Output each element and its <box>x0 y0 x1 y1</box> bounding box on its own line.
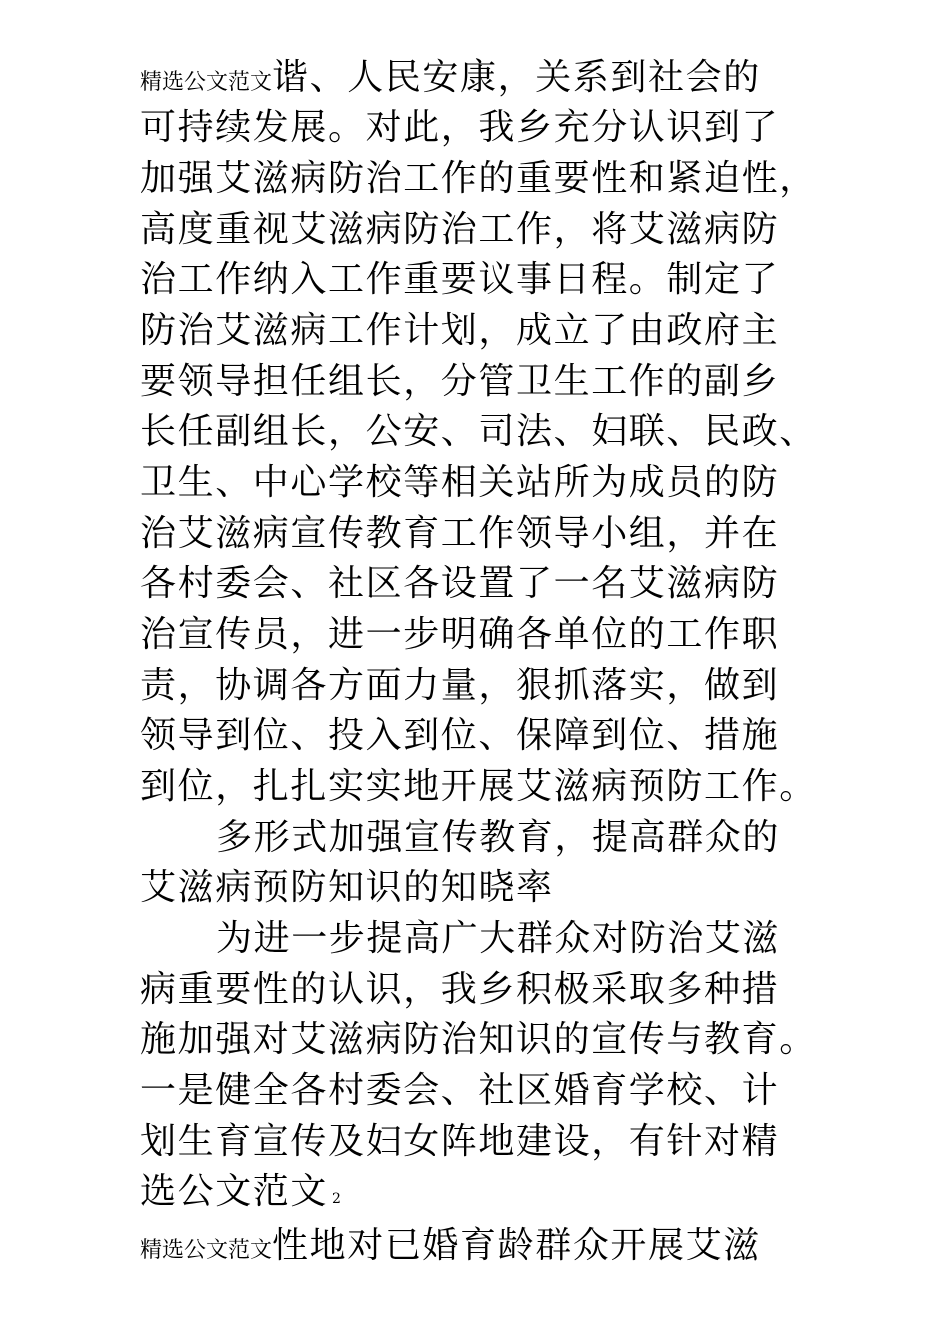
text-line-22: 划生育宣传及妇女阵地建设，有针对精 <box>140 1121 780 1162</box>
line-text: 选公文范文 <box>140 1171 329 1212</box>
section-heading-line-2: 艾滋病预防知识的知晓率 <box>140 867 554 908</box>
header-watermark: 精选公文范文 <box>140 70 273 95</box>
text-line-19: 病重要性的认识，我乡积极采取多种措 <box>140 969 780 1010</box>
text-line-4: 高度重视艾滋病防治工作，将艾滋病防 <box>140 209 780 250</box>
text-line-24 <box>140 1222 761 1270</box>
text-line-18: 为进一步提高广大群众对防治艾滋 <box>216 918 781 959</box>
text-line-12: 治宣传员，进一步明确各单位的工作职 <box>140 614 780 655</box>
text-line-8: 长任副组长，公安、司法、妇联、民政、 <box>140 411 817 452</box>
text-line-9: 卫生、中心学校等相关站所为成员的防 <box>140 462 780 503</box>
header-watermark: 精选公文范文 <box>140 1238 273 1263</box>
text-line-10: 治艾滋病宣传教育工作领导小组，并在 <box>140 513 780 554</box>
page-number: 2 <box>332 1191 341 1207</box>
text-line-7: 要领导担任组长，分管卫生工作的副乡 <box>140 361 780 402</box>
section-heading-line-1: 多形式加强宣传教育，提高群众的 <box>216 817 781 858</box>
text-line-1 <box>140 54 761 102</box>
line-text: 性地对已婚育龄群众开展艾滋 <box>272 1225 761 1266</box>
text-line-21: 一是健全各村委会、社区婚育学校、计 <box>140 1070 780 1111</box>
text-line-23 <box>140 1168 341 1216</box>
line-text: 谐、人民安康，关系到社会的 <box>272 57 761 98</box>
text-line-14: 领导到位、投入到位、保障到位、措施 <box>140 715 780 756</box>
text-line-6: 防治艾滋病工作计划，成立了由政府主 <box>140 310 780 351</box>
text-line-3: 加强艾滋病防治工作的重要性和紧迫性， <box>140 158 817 199</box>
text-line-11: 各村委会、社区各设置了一名艾滋病防 <box>140 563 780 604</box>
text-line-2: 可持续发展。对此，我乡充分认识到了 <box>140 107 780 148</box>
text-line-15: 到位，扎扎实实地开展艾滋病预防工作。 <box>140 766 817 807</box>
text-line-5: 治工作纳入工作重要议事日程。制定了 <box>140 259 780 300</box>
text-line-20: 施加强对艾滋病防治知识的宣传与教育。 <box>140 1019 817 1060</box>
text-line-13: 责，协调各方面力量，狠抓落实，做到 <box>140 665 780 706</box>
